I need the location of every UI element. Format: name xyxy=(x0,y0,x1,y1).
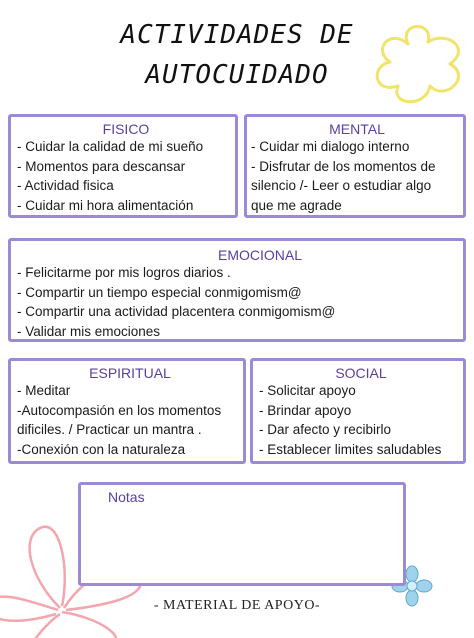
list-item: - Brindar apoyo xyxy=(259,402,352,418)
list-item: - Compartir un tiempo especial conmigomism@ xyxy=(17,284,302,300)
list-item: dificiles. / Practicar un mantra . xyxy=(17,422,202,437)
list-item: - Disfrutar de los momentos de xyxy=(251,158,436,174)
list-item: silencio /- Leer o estudiar algo xyxy=(251,178,432,193)
section-fisico xyxy=(8,114,238,218)
list-item: - Establecer limites saludables xyxy=(259,441,442,457)
list-item: - Felicitarme por mis logros diarios . xyxy=(17,265,231,280)
section-heading: ESPIRITUAL xyxy=(89,365,171,381)
notes-label: Notas xyxy=(108,489,145,505)
list-item: - Compartir una actividad placentera conmigomism@ xyxy=(17,304,336,319)
list-item: - Cuidar la calidad de mi sueño xyxy=(17,139,204,154)
list-item: - Solicitar apoyo xyxy=(259,383,356,398)
section-espiritual xyxy=(8,358,246,464)
list-item: - Validar mis emociones xyxy=(17,323,161,339)
section-heading: FISICO xyxy=(102,121,150,137)
footer-text: - MATERIAL DE APOYO- xyxy=(153,598,321,613)
section-social xyxy=(250,358,466,464)
page-title-line-2: AUTOCUIDADO xyxy=(145,60,329,90)
list-item: - Cuidar mi dialogo interno xyxy=(251,139,410,154)
page-title-line-1: ACTIVIDADES DE xyxy=(120,20,354,50)
section-heading: SOCIAL xyxy=(335,365,387,381)
list-item: -Conexión con la naturaleza xyxy=(17,441,186,457)
section-heading: EMOCIONAL xyxy=(217,247,302,263)
section-mental xyxy=(244,114,466,218)
section-heading: MENTAL xyxy=(329,121,385,137)
list-item: - Actividad fisica xyxy=(17,178,114,193)
list-item: - Dar afecto y recibirlo xyxy=(259,422,392,437)
list-item: -Autocompasión en los momentos xyxy=(17,402,222,418)
list-item: - Cuidar mi hora alimentación xyxy=(17,197,194,213)
section-emocional xyxy=(8,238,466,342)
list-item: que me agrade xyxy=(251,197,342,213)
list-item: - Meditar xyxy=(17,383,71,398)
list-item: - Momentos para descansar xyxy=(17,158,186,174)
